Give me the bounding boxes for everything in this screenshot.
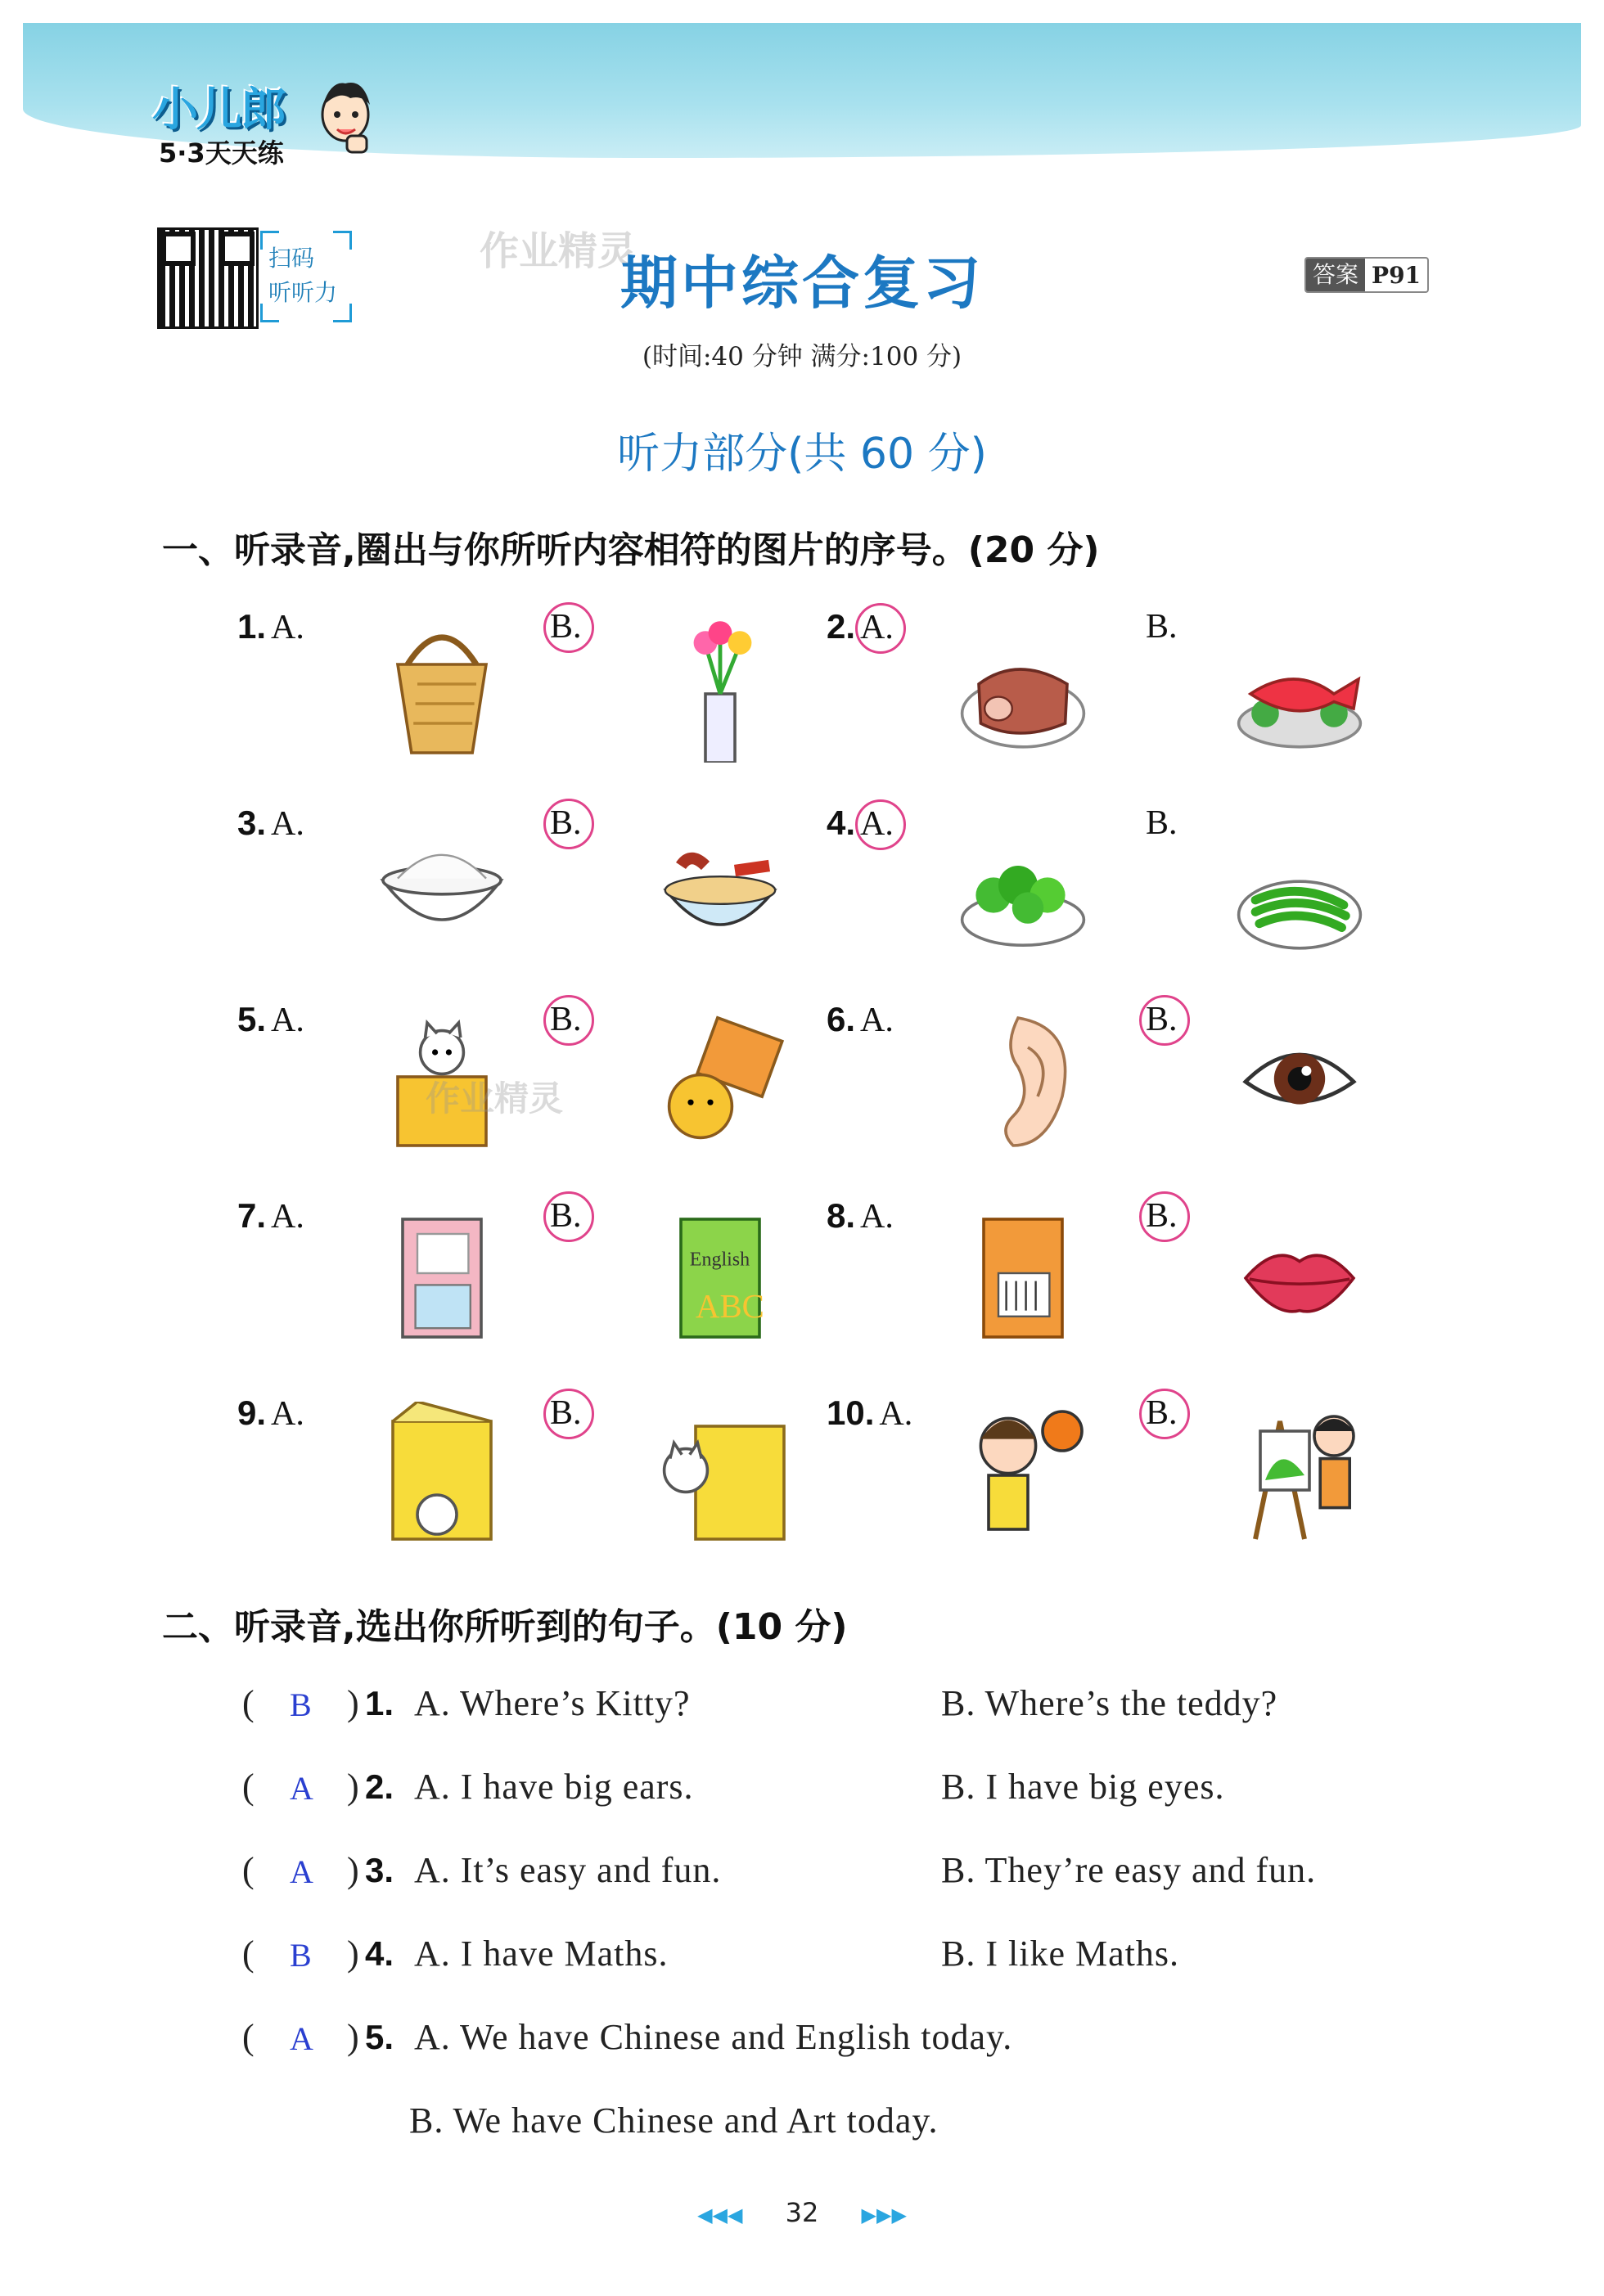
- english-book-picture[interactable]: [630, 1204, 810, 1352]
- section2-title: 二、听录音,选出你所听到的句子。(10 分): [162, 1606, 848, 1648]
- listening-heading: 听力部分(共 60 分): [617, 430, 987, 479]
- question-number: 5.: [365, 2018, 394, 2056]
- item-number: 8.: [827, 1196, 856, 1235]
- option-b-sentence: B. Where’s the teddy?: [941, 1683, 1278, 1723]
- answer-letter[interactable]: B: [290, 1686, 312, 1723]
- broccoli-picture[interactable]: [933, 812, 1113, 959]
- item-number: 2.: [827, 607, 856, 646]
- paren-open: (: [242, 1767, 255, 1807]
- option-a-label[interactable]: A.: [860, 804, 894, 844]
- scan-label-line2: 听听力: [268, 279, 338, 306]
- answer-letter[interactable]: A: [290, 2020, 313, 2057]
- item-8-number: [827, 1196, 894, 1236]
- answer-page: P91: [1372, 261, 1422, 289]
- item-5-option-b[interactable]: B.: [550, 1001, 582, 1038]
- paren-close: ): [347, 2017, 360, 2057]
- option-a-label[interactable]: A.: [879, 1395, 913, 1433]
- option-a-sentence: A. I have big ears.: [414, 1767, 694, 1807]
- option-a-label[interactable]: A.: [271, 1395, 304, 1433]
- question-number: 1.: [365, 1684, 394, 1722]
- paren-open: (: [242, 1850, 255, 1890]
- item-8-option-b[interactable]: B.: [1146, 1197, 1178, 1235]
- answer-circle-icon: [855, 603, 906, 654]
- item-9-option-b[interactable]: B.: [550, 1394, 582, 1432]
- option-b-sentence: B. We have Chinese and Art today.: [409, 2100, 939, 2141]
- boy-basketball-picture[interactable]: [933, 1402, 1113, 1549]
- item-1-number: [237, 607, 304, 647]
- eye-picture[interactable]: [1210, 1008, 1390, 1155]
- option-a-label[interactable]: A.: [860, 1198, 894, 1236]
- item-3-option-b[interactable]: B.: [550, 804, 582, 842]
- item-10-option-b[interactable]: B.: [1146, 1394, 1178, 1432]
- brand-subtitle: 5·3天天练: [159, 137, 284, 169]
- option-a-sentence: A. It’s easy and fun.: [414, 1850, 722, 1890]
- option-a-label[interactable]: A.: [860, 608, 894, 647]
- answer-letter[interactable]: B: [290, 1937, 312, 1974]
- paren-open: (: [242, 2017, 255, 2057]
- option-a-label[interactable]: A.: [271, 1198, 304, 1236]
- page-title: 期中综合复习: [620, 250, 984, 317]
- item-6-number: [827, 1000, 894, 1040]
- paren-close: ): [347, 1934, 360, 1974]
- option-a-label[interactable]: A.: [271, 609, 304, 646]
- question-number: 3.: [365, 1851, 394, 1889]
- ear-picture[interactable]: [933, 1008, 1113, 1155]
- item-10-number: [827, 1393, 912, 1434]
- option-a-sentence: A. We have Chinese and English today.: [414, 2017, 1013, 2057]
- item-1-option-b[interactable]: B.: [550, 608, 582, 646]
- item-number: 3.: [237, 804, 267, 842]
- item-number: 9.: [237, 1393, 267, 1432]
- item-7-number: [237, 1196, 304, 1236]
- item-number: 10.: [827, 1393, 875, 1432]
- lips-picture[interactable]: [1210, 1204, 1390, 1352]
- watermark: 作业精灵: [480, 228, 638, 274]
- mascot-icon: [314, 74, 376, 155]
- item-3-number: [237, 804, 304, 844]
- item-7-option-b[interactable]: B.: [550, 1197, 582, 1235]
- brand-logo: 小儿郎: [152, 83, 285, 137]
- option-a-sentence: A. I have Maths.: [414, 1934, 669, 1974]
- next-arrows-icon: ▶▶▶: [861, 2204, 907, 2226]
- item-number: 6.: [827, 1000, 856, 1038]
- fish-picture[interactable]: [1210, 615, 1390, 763]
- answer-letter[interactable]: A: [290, 1770, 313, 1807]
- option-a-sentence: A. Where’s Kitty?: [414, 1683, 691, 1723]
- item-6-option-b[interactable]: B.: [1146, 1001, 1178, 1038]
- item-5-number: [237, 1000, 304, 1040]
- green-beans-picture[interactable]: [1210, 812, 1390, 959]
- meat-picture[interactable]: [933, 615, 1113, 763]
- prev-arrows-icon: ◀◀◀: [697, 2204, 743, 2226]
- answer-letter[interactable]: A: [290, 1853, 313, 1890]
- answer-circle-icon: [855, 799, 906, 850]
- cat-in-box-picture[interactable]: [352, 1402, 532, 1549]
- cat-under-box-picture[interactable]: [630, 1008, 810, 1155]
- rice-picture[interactable]: [352, 812, 532, 959]
- option-a-label[interactable]: A.: [271, 805, 304, 843]
- paren-open: (: [242, 1934, 255, 1974]
- watermark-2: 作业精灵: [426, 1078, 564, 1119]
- notebook-picture[interactable]: [352, 1204, 532, 1352]
- question-number: 2.: [365, 1767, 394, 1806]
- option-b-sentence: B. I have big eyes.: [941, 1767, 1225, 1807]
- option-a-label[interactable]: A.: [271, 1002, 304, 1039]
- maths-book-picture[interactable]: [933, 1204, 1113, 1352]
- scan-label-line1: 扫码: [268, 245, 315, 272]
- basket-picture[interactable]: [352, 615, 532, 763]
- answer-label: 答案: [1306, 259, 1365, 291]
- item-4-number: [827, 804, 894, 844]
- question-number: 4.: [365, 1934, 394, 1973]
- item-number: 5.: [237, 1000, 267, 1038]
- item-number: 1.: [237, 607, 267, 646]
- svg-text:ABC: ABC: [696, 1288, 764, 1325]
- option-a-label[interactable]: A.: [860, 1002, 894, 1039]
- time-score-info: (时间:40 分钟 满分:100 分): [642, 342, 962, 371]
- option-b-sentence: B. They’re easy and fun.: [941, 1850, 1317, 1890]
- item-number: 4.: [827, 804, 856, 842]
- paren-close: ): [347, 1767, 360, 1807]
- boy-painting-picture[interactable]: [1210, 1402, 1390, 1549]
- paren-open: (: [242, 1683, 255, 1723]
- flowers-picture[interactable]: [630, 615, 810, 763]
- option-b-sentence: B. I like Maths.: [941, 1934, 1179, 1974]
- item-number: 7.: [237, 1196, 267, 1235]
- item-4-option-b[interactable]: B.: [1146, 804, 1178, 842]
- item-2-number: [827, 607, 894, 647]
- page-number: 32: [785, 2197, 819, 2228]
- item-2-option-b[interactable]: B.: [1146, 608, 1178, 646]
- cat-behind-box-picture[interactable]: [630, 1402, 810, 1549]
- section1-title: 一、听录音,圈出与你所听内容相符的图片的序号。(20 分): [162, 529, 1100, 571]
- item-9-number: [237, 1393, 304, 1434]
- paren-close: ): [347, 1850, 360, 1890]
- svg-text:English: English: [689, 1249, 750, 1271]
- page-footer: [0, 2197, 1604, 2228]
- noodles-picture[interactable]: [630, 812, 810, 959]
- answer-reference: [1304, 257, 1429, 293]
- paren-close: ): [347, 1683, 360, 1723]
